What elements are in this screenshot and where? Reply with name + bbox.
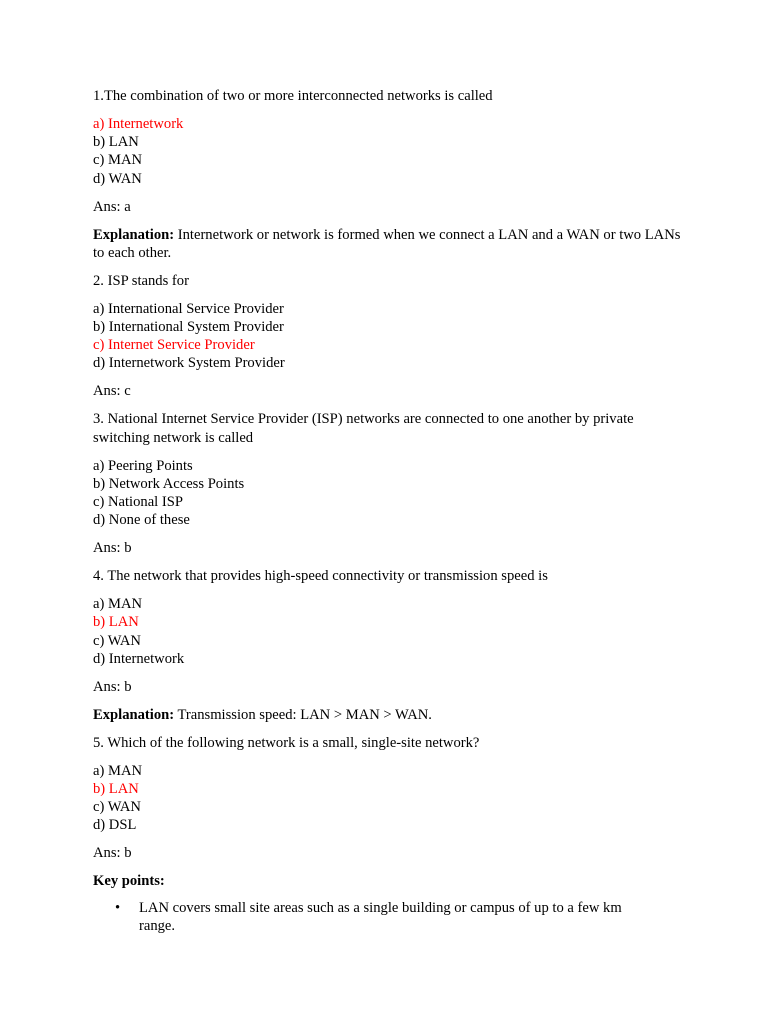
- question-1-option-b: b) LAN: [93, 134, 139, 151]
- question-4-explanation-label: Explanation:: [93, 706, 175, 723]
- question-2-answer: Ans: c: [93, 383, 131, 400]
- question-3-answer: Ans: b: [93, 540, 132, 557]
- question-2-options: [93, 300, 693, 373]
- question-5-answer: Ans: b: [93, 845, 132, 862]
- question-4-options: [93, 595, 693, 668]
- question-2-text: 2. ISP stands for: [93, 272, 189, 289]
- question-2-option-d: d) Internetwork System Provider: [93, 355, 285, 372]
- question-1-options: [93, 115, 693, 188]
- question-3-option-d: d) None of these: [93, 512, 190, 529]
- question-4-option-a: a) MAN: [93, 596, 143, 613]
- question-5-option-d: d) DSL: [93, 817, 137, 834]
- key-points-heading-label: Key points:: [93, 873, 165, 890]
- question-3-text: 3. National Internet Service Provider (ISP) networks are connected to one another by private switching network is called: [93, 411, 634, 446]
- question-1-answer: Ans: a: [93, 198, 131, 215]
- question-3-options: [93, 457, 693, 530]
- key-points-heading: [93, 872, 693, 890]
- question-5-option-b: b) LAN: [93, 781, 139, 798]
- bullet-icon: •: [115, 899, 121, 916]
- question-4-text: 4. The network that provides high-speed connectivity or transmission speed is: [93, 568, 548, 585]
- question-4-option-d: d) Internetwork: [93, 650, 185, 667]
- question-2-option-a: a) International Service Provider: [93, 300, 284, 317]
- question-1-option-c: c) MAN: [93, 152, 143, 169]
- question-4-explanation-text: Transmission speed: LAN > MAN > WAN.: [174, 706, 432, 723]
- question-4-option-b: b) LAN: [93, 614, 139, 631]
- question-4-option-c: c) WAN: [93, 632, 141, 649]
- key-point-item: [93, 899, 659, 935]
- question-4-answer: Ans: b: [93, 678, 132, 695]
- question-2-option-b: b) International System Provider: [93, 319, 284, 336]
- question-1-option-d: d) WAN: [93, 170, 142, 187]
- question-5-text: 5. Which of the following network is a small, single-site network?: [93, 734, 480, 751]
- key-point-text: LAN covers small site areas such as a single building or campus of up to a few km range.: [139, 899, 622, 934]
- question-5-option-a: a) MAN: [93, 762, 143, 779]
- question-1-explanation-text: Internetwork or network is formed when we connect a LAN and a WAN or two LANs to each other.: [93, 226, 681, 261]
- question-1-explanation: [93, 226, 693, 262]
- document-content: [93, 87, 693, 935]
- key-points-list: [93, 899, 693, 935]
- question-3-option-c: c) National ISP: [93, 494, 183, 511]
- question-3-option-b: b) Network Access Points: [93, 475, 245, 492]
- question-2-option-c: c) Internet Service Provider: [93, 337, 255, 354]
- question-1-explanation-label: Explanation:: [93, 226, 175, 243]
- question-5-option-c: c) WAN: [93, 799, 141, 816]
- question-4-explanation: [93, 706, 693, 724]
- question-3-option-a: a) Peering Points: [93, 457, 193, 474]
- question-1-option-a: a) Internetwork: [93, 116, 184, 132]
- question-5-options: [93, 762, 693, 835]
- question-1-text: 1.The combination of two or more interconnected networks is called: [93, 88, 493, 104]
